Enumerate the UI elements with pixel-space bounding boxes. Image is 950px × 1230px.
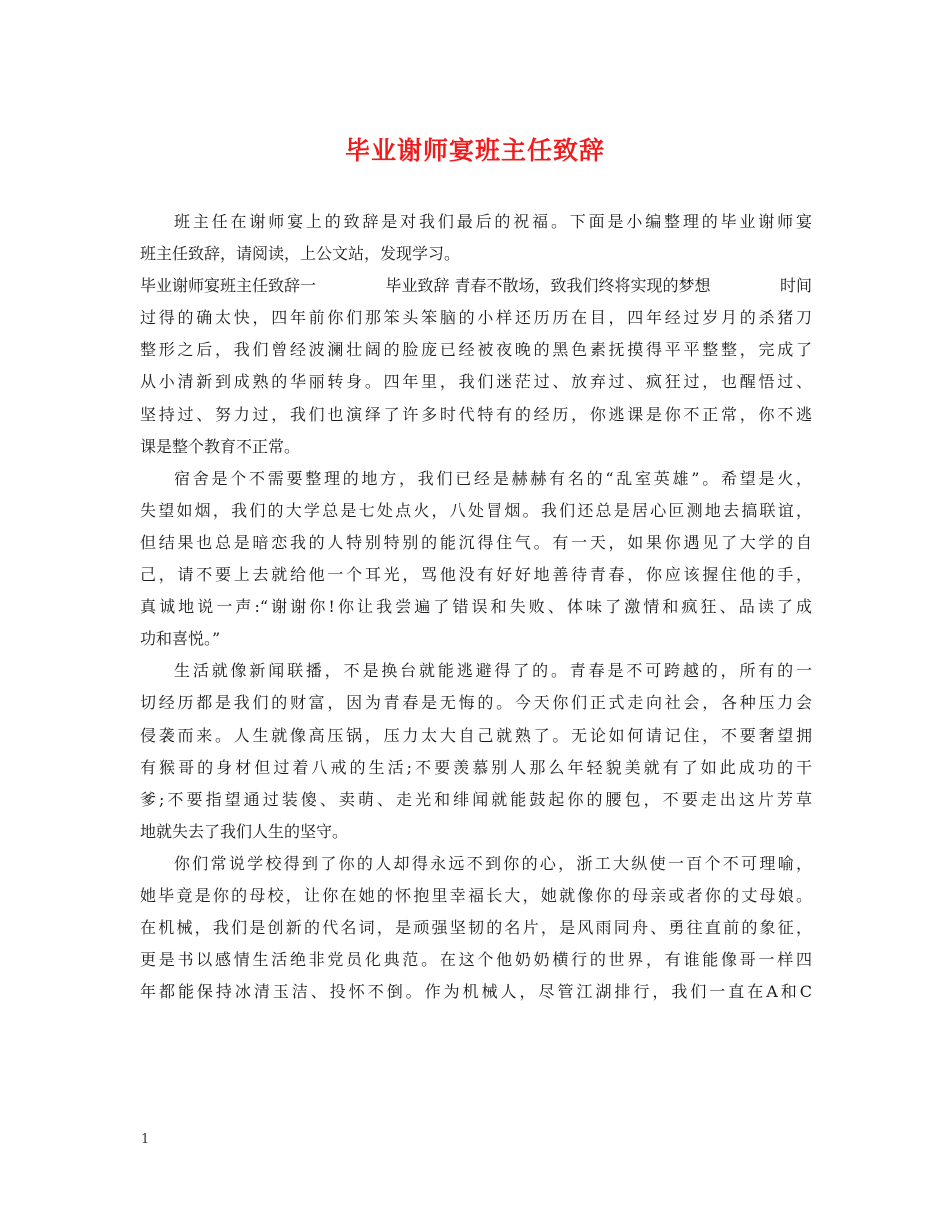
text-line: 整形之后，我们曾经波澜壮阔的脸庞已经被夜晚的黑色素抚摸得平平整整，完成了 — [140, 340, 812, 360]
text-line: 年都能保持冰清玉洁、投怀不倒。作为机械人，尽管江湖排行，我们一直在A和C — [140, 982, 812, 1002]
text-line: 班主任致辞，请阅读，上公文站，发现学习。 — [140, 244, 461, 264]
text-line: 生活就像新闻联播，不是换台就能逃避得了的。青春是不可跨越的，所有的一 — [174, 661, 812, 681]
text-line: 功和喜悦。” — [140, 629, 221, 649]
text-line: 你们常说学校得到了你的人却得永远不到你的心，浙工大纵使一百个不可理喻， — [174, 853, 812, 873]
text-line: 地就失去了我们人生的坚守。 — [140, 821, 349, 841]
section-heading: 毕业谢师宴班主任致辞一 — [140, 276, 317, 296]
text-line: 坚持过、努力过，我们也演绎了许多时代特有的经历，你逃课是你不正常，你不逃 — [140, 404, 812, 424]
text-line: 更是书以感情生活绝非党员化典范。在这个他奶奶横行的世界，有谁能像哥一样四 — [140, 950, 812, 970]
text-line: 侵袭而来。人生就像高压锅，压力太大自己就熟了。无论如何请记住，不要奢望拥 — [140, 725, 812, 745]
text-line: 班主任在谢师宴上的致辞是对我们最后的祝福。下面是小编整理的毕业谢师宴 — [174, 212, 812, 231]
section-subtitle: 毕业致辞 青春不散场，致我们终将实现的梦想 — [385, 276, 711, 296]
document-body — [140, 206, 812, 1008]
text-line: 但结果也总是暗恋我的人特别特别的能沉得住气。有一天，如果你遇见了大学的自 — [140, 532, 812, 552]
section-heading-line — [140, 270, 812, 302]
text-line: 爹;不要指望通过装傻、卖萌、走光和绯闻就能鼓起你的腰包，不要走出这片芳草 — [140, 789, 812, 809]
text-line: 宿舍是个不需要整理的地方，我们已经是赫赫有名的“乱室英雄”。希望是火， — [174, 468, 812, 488]
text-line: 课是整个教育不正常。 — [140, 436, 301, 456]
text-line: 从小清新到成熟的华丽转身。四年里，我们迷茫过、放弃过、疯狂过，也醒悟过、 — [140, 372, 812, 392]
document-title: 毕业谢师宴班主任致辞 — [344, 136, 605, 165]
page-number: 1 — [141, 1132, 150, 1147]
text-line: 己，请不要上去就给他一个耳光，骂他没有好好地善待青春，你应该握住他的手， — [140, 565, 812, 585]
text-line: 切经历都是我们的财富，因为青春是无悔的。今天你们正式走向社会，各种压力会 — [140, 693, 812, 713]
text-line: 真诚地说一声:“谢谢你!你让我尝遍了错误和失败、体味了激情和疯狂、品读了成 — [140, 597, 812, 617]
text-line: 在机械，我们是创新的代名词，是顽强坚韧的名片，是风雨同舟、勇往直前的象征， — [140, 918, 812, 938]
text-line: 失望如烟，我们的大学总是七处点火，八处冒烟。我们还总是居心叵测地去搞联谊， — [140, 500, 812, 520]
text-fragment: 时间 — [779, 276, 812, 296]
text-line: 过得的确太快，四年前你们那笨头笨脑的小样还历历在目，四年经过岁月的杀猪刀 — [140, 308, 812, 328]
text-line: 她毕竟是你的母校，让你在她的怀抱里幸福长大，她就像你的母亲或者你的丈母娘。 — [140, 885, 812, 905]
text-line: 有猴哥的身材但过着八戒的生活;不要羡慕别人那么年轻貌美就有了如此成功的干 — [140, 757, 812, 777]
